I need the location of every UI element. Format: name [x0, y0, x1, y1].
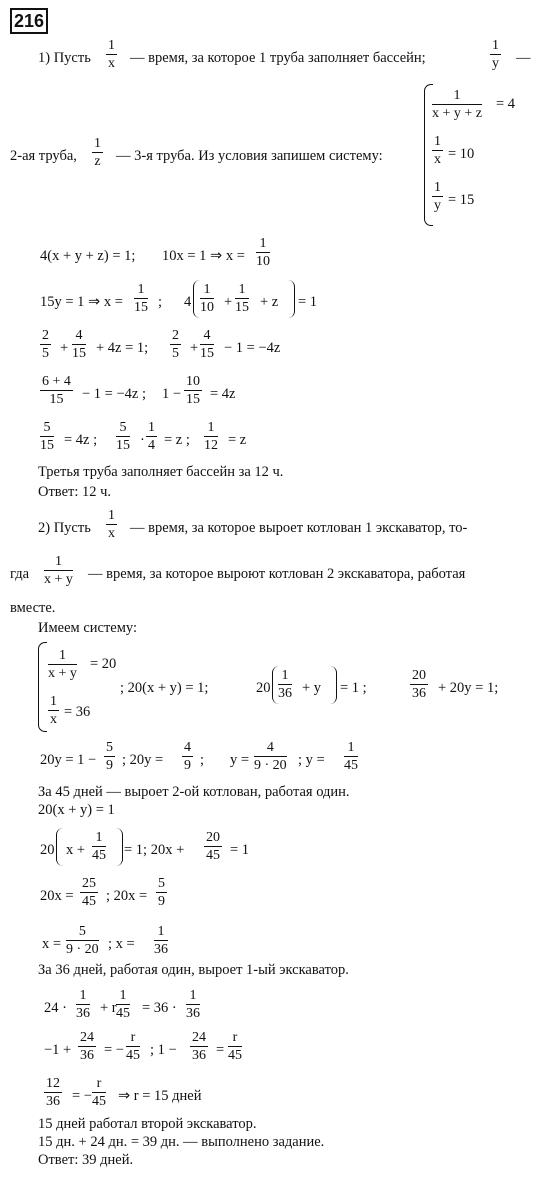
numerator: 1 [204, 420, 218, 437]
numerator: 1 [94, 136, 101, 151]
numerator: 5 [40, 420, 54, 437]
s-a: ; 20(x + y) = 1; [120, 680, 209, 696]
denominator: 36 [412, 686, 426, 701]
p1-line2a: 2-ая труба, [10, 148, 77, 164]
numerator: 1 [154, 924, 168, 941]
denominator: y [434, 198, 441, 213]
numerator: 1 [108, 38, 115, 53]
q1d: y = [230, 752, 250, 768]
q1e: ; y = [298, 752, 325, 768]
frac-4-15-b [200, 328, 214, 361]
denominator: 36 [278, 686, 292, 701]
r2a: 15y = 1 ⇒ x = [40, 294, 123, 310]
s-d: = 1 ; [340, 680, 367, 696]
denominator: 15 [72, 346, 86, 361]
frac-1-36-c [76, 988, 90, 1021]
q6d: = [216, 1042, 225, 1058]
p1-line2b: — 3-я труба. Из условия запишем систему: [116, 148, 383, 164]
numerator: 1 [278, 668, 292, 685]
numerator: 1 [92, 830, 106, 847]
denominator: x [108, 526, 115, 541]
r3a: + [60, 340, 69, 356]
denominator: 36 [46, 1094, 60, 1109]
frac-1-x-b [432, 134, 443, 167]
frac-1-15-b [235, 282, 249, 315]
frac-4-15 [72, 328, 86, 361]
denominator: 5 [42, 346, 49, 361]
denominator: 45 [92, 1094, 106, 1109]
numerator: 24 [192, 1030, 206, 1045]
numerator: 1 [134, 282, 148, 299]
numerator: 1 [76, 988, 90, 1005]
r5c: = z ; [164, 432, 190, 448]
p2-answer: Ответ: 39 дней. [38, 1152, 134, 1168]
denominator: x [108, 56, 115, 71]
numerator: 1 [432, 88, 482, 105]
frac-1-x-d [48, 694, 59, 727]
numerator: 1 [44, 554, 73, 571]
denominator: 36 [192, 1048, 206, 1063]
numerator: 12 [46, 1076, 60, 1091]
q5a: 24 · [44, 1000, 67, 1016]
frac-5-9 [104, 740, 115, 773]
frac-10-15 [184, 374, 202, 407]
frac-1-4 [146, 420, 157, 453]
frac-1-10 [256, 236, 270, 269]
system-brace-2 [38, 642, 47, 732]
denominator: 9 [106, 758, 113, 773]
denominator: 15 [40, 438, 54, 453]
p1-answer: Ответ: 12 ч. [38, 484, 112, 500]
q3b: ; 20x = [106, 888, 148, 904]
p2-text3: За 36 дней, работая один, выроет 1-ый экскаватор. [38, 962, 349, 978]
denominator: x + y [48, 666, 77, 681]
numerator: 1 [148, 420, 155, 435]
numerator: r [126, 1030, 140, 1047]
r3b: + 4z = 1; [96, 340, 149, 356]
p1-intro-text: — время, за которое 1 труба заполняет бассейн; [130, 50, 426, 66]
numerator: 20 [206, 830, 220, 845]
frac-6p4-15 [40, 374, 73, 407]
numerator: 10 [186, 374, 200, 389]
denominator: x [50, 712, 57, 727]
denominator: 45 [126, 1048, 140, 1063]
numerator: r [92, 1076, 106, 1093]
paren-left-c [56, 828, 63, 866]
numerator: 1 [256, 236, 270, 253]
p2-text2: 20(x + y) = 1 [38, 802, 115, 818]
frac-1-45-c [116, 988, 130, 1021]
frac-1-x-c [106, 508, 117, 541]
frac-1-x [106, 38, 117, 71]
denominator: 9 · 20 [66, 942, 99, 957]
numerator: 24 [80, 1030, 94, 1045]
q6a: −1 + [44, 1042, 72, 1058]
r2f: = 1 [298, 294, 318, 310]
frac-1-36 [278, 668, 292, 701]
sys-eq-2: = 10 [448, 146, 475, 162]
frac-5-15 [40, 420, 54, 453]
denominator: 15 [49, 392, 64, 407]
numerator: 4 [72, 328, 86, 345]
numerator: 1 [434, 180, 441, 195]
denominator: 45 [116, 1006, 130, 1021]
problem-number-badge: 216 [10, 8, 48, 34]
denominator: 45 [344, 758, 358, 773]
denominator: 36 [186, 1006, 200, 1021]
p2-line4: Имеем систему: [38, 620, 137, 636]
numerator: 1 [186, 988, 200, 1005]
r5b: · [140, 432, 145, 448]
numerator: 20 [412, 668, 426, 683]
q4a: x = [42, 936, 62, 952]
frac-1-y [490, 38, 501, 71]
denominator: 15 [186, 392, 200, 407]
numerator: 1 [116, 988, 130, 1005]
denominator: 45 [82, 894, 96, 909]
numerator: 4 [184, 740, 191, 755]
denominator: 36 [76, 1006, 90, 1021]
numerator: 1 [344, 740, 358, 757]
numerator: 5 [106, 740, 113, 755]
frac-1-xyz [432, 88, 482, 121]
denominator: 10 [256, 254, 270, 269]
q2b: x + [66, 842, 86, 858]
denominator: 45 [206, 848, 220, 863]
sys-eq-1: = 4 [496, 96, 516, 112]
r5a: = 4z ; [64, 432, 98, 448]
r4b: 1 − [162, 386, 182, 402]
s-e: + 20y = 1; [438, 680, 499, 696]
s-c: + y [302, 680, 322, 696]
r5d: = z [228, 432, 247, 448]
denominator: x + y [44, 572, 73, 587]
frac-4-9x20 [254, 740, 287, 773]
frac-1-xy-b [48, 648, 77, 681]
q7a: = − [72, 1088, 92, 1104]
frac-1-15 [134, 282, 148, 315]
denominator: 10 [200, 300, 214, 315]
denominator: 9 · 20 [254, 758, 287, 773]
q2a: 20 [40, 842, 55, 858]
q7b: ⇒ r = 15 дней [118, 1088, 202, 1104]
r4c: = 4z [210, 386, 236, 402]
denominator: x + y + z [432, 106, 483, 121]
numerator: 4 [254, 740, 287, 757]
frac-1-36-b [154, 924, 168, 957]
numerator: 5 [158, 876, 165, 891]
paren-right-b [330, 666, 337, 704]
r1a: 4(x + y + z) = 1; [40, 248, 136, 264]
frac-25-45 [80, 876, 98, 909]
frac-24-36 [78, 1030, 96, 1063]
denominator: 36 [154, 942, 168, 957]
r3d: − 1 = −4z [224, 340, 281, 356]
p2-line2b: — время, за которое выроют котлован 2 экскаватора, работая [88, 566, 466, 582]
r2d: + [224, 294, 233, 310]
frac-5-9x20 [66, 924, 99, 957]
frac-2-5 [40, 328, 51, 361]
frac-1-10-b [200, 282, 214, 315]
q5c: = 36 · [142, 1000, 177, 1016]
frac-r-45-c [92, 1076, 106, 1109]
numerator: 1 [235, 282, 249, 299]
frac-24-36-b [190, 1030, 208, 1063]
paren-right-c [116, 828, 123, 866]
numerator: 2 [42, 328, 49, 343]
q2c: = 1; 20x + [124, 842, 185, 858]
denominator: 5 [172, 346, 179, 361]
p2-line2a: гда [10, 566, 30, 582]
frac-20-36 [410, 668, 428, 701]
denominator: 15 [200, 346, 214, 361]
frac-1-z [92, 136, 103, 169]
denominator: 15 [235, 300, 249, 315]
numerator: 1 [48, 648, 77, 665]
p2-intro: 2) Пусть [38, 520, 91, 536]
denominator: 15 [134, 300, 148, 315]
q3a: 20x = [40, 888, 74, 904]
numerator: r [228, 1030, 242, 1047]
numerator: 6 + 4 [42, 374, 71, 389]
numerator: 1 [492, 38, 499, 53]
frac-1-36-d [186, 988, 200, 1021]
denominator: 9 [184, 758, 191, 773]
p1-dash: — [516, 50, 531, 66]
numerator: 5 [66, 924, 99, 941]
denominator: z [94, 154, 101, 169]
s-eq1: = 20 [90, 656, 117, 672]
frac-12-36 [44, 1076, 62, 1109]
denominator: 45 [228, 1048, 242, 1063]
denominator: 45 [92, 848, 106, 863]
frac-1-12 [204, 420, 218, 453]
q4b: ; x = [108, 936, 135, 952]
frac-5-15-b [116, 420, 130, 453]
frac-20-45 [204, 830, 222, 863]
p1-conclusion: Третья труба заполняет бассейн за 12 ч. [38, 464, 284, 480]
q5b: + r [100, 1000, 117, 1016]
p2-text1: За 45 дней — выроет 2-ой котлован, работая один. [38, 784, 350, 800]
frac-2-5-b [170, 328, 181, 361]
numerator: 4 [200, 328, 214, 345]
denominator: 4 [148, 438, 155, 453]
frac-1-45-b [92, 830, 106, 863]
denominator: 36 [80, 1048, 94, 1063]
r2c: 4 [184, 294, 192, 310]
numerator: 1 [50, 694, 57, 709]
r4a: − 1 = −4z ; [82, 386, 146, 402]
q1b: ; 20y = [122, 752, 164, 768]
s-eq2: = 36 [64, 704, 91, 720]
r3c: + [190, 340, 199, 356]
numerator: 2 [172, 328, 179, 343]
numerator: 1 [108, 508, 115, 523]
p1-intro: 1) Пусть [38, 50, 91, 66]
frac-r-45-b [228, 1030, 242, 1063]
denominator: x [434, 152, 441, 167]
p2-intro-text: — время, за которое выроет котлован 1 экскаватор, то- [130, 520, 468, 536]
frac-r-45 [126, 1030, 140, 1063]
r1b: 10x = 1 ⇒ x = [162, 248, 245, 264]
numerator: 5 [116, 420, 130, 437]
q2d: = 1 [230, 842, 250, 858]
p2-text5: 15 дн. + 24 дн. = 39 дн. — выполнено задание. [38, 1134, 325, 1150]
q6c: ; 1 − [150, 1042, 177, 1058]
numerator: 25 [82, 876, 96, 891]
q6b: = − [104, 1042, 124, 1058]
s-b: 20 [256, 680, 271, 696]
p2-text4: 15 дней работал второй экскаватор. [38, 1116, 257, 1132]
q1c: ; [200, 752, 205, 768]
frac-5-9-b [156, 876, 167, 909]
paren-left [193, 280, 200, 318]
denominator: 12 [204, 438, 218, 453]
frac-1-y-b [432, 180, 443, 213]
numerator: 1 [200, 282, 214, 299]
frac-1-xy [44, 554, 73, 587]
paren-right [288, 280, 295, 318]
frac-1-45 [344, 740, 358, 773]
p2-line3: вместе. [10, 600, 56, 616]
denominator: 15 [116, 438, 130, 453]
r2b: ; [158, 294, 163, 310]
r2e: + z [260, 294, 279, 310]
denominator: 9 [158, 894, 165, 909]
denominator: y [492, 56, 499, 71]
q1a: 20y = 1 − [40, 752, 97, 768]
frac-4-9 [182, 740, 193, 773]
sys-eq-3: = 15 [448, 192, 475, 208]
numerator: 1 [434, 134, 441, 149]
